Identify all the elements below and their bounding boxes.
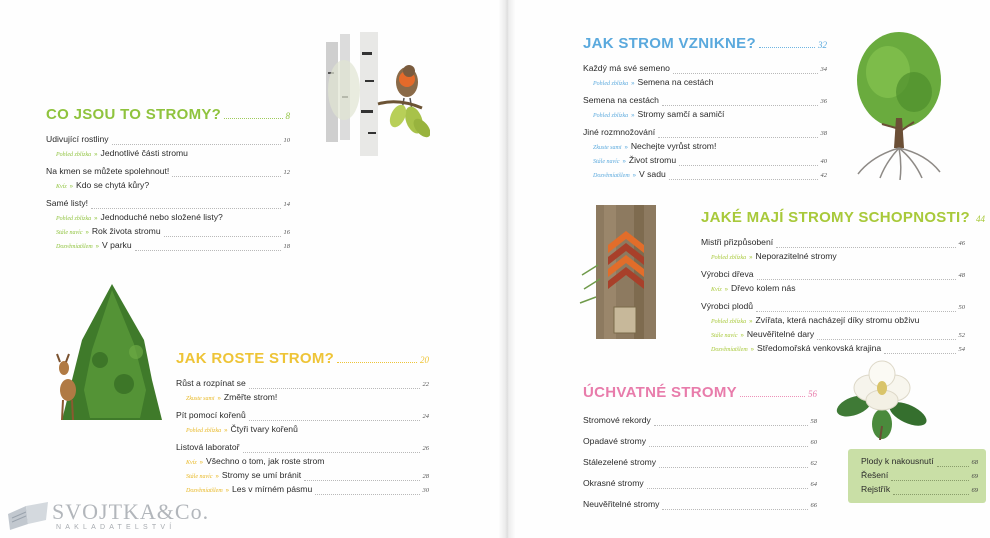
entry-page-number: 14 <box>283 201 290 208</box>
arrow-icon: » <box>199 460 204 466</box>
leader-dots <box>249 420 420 421</box>
toc-entry[interactable] <box>583 63 827 77</box>
entry-title: Neuvěřitelné dary <box>746 329 815 339</box>
leader-dots <box>776 247 955 248</box>
entry-category-label: Dozvěmíatšlem <box>56 244 93 250</box>
leader-dots <box>662 509 807 510</box>
entry-category-label: Kvíz <box>186 460 197 466</box>
entry-title: Změřte strom! <box>223 392 278 402</box>
section-heading[interactable] <box>583 35 827 52</box>
toc-entry[interactable] <box>701 269 965 283</box>
toc-entry[interactable] <box>701 301 965 315</box>
toc-entry[interactable] <box>583 127 827 141</box>
section-title: JAK ROSTE STROM? <box>176 350 335 367</box>
toc-entry[interactable] <box>583 499 817 513</box>
section-title: ÚCHVATNÉ STROMY <box>583 384 737 401</box>
entry-page-number: 54 <box>958 346 965 353</box>
entry-page-number: 69 <box>971 487 978 494</box>
entry-page-number: 60 <box>810 439 817 446</box>
publisher-logo <box>4 496 210 538</box>
entry-category-label: Zkuste sami <box>593 145 622 151</box>
leader-dots <box>304 480 419 481</box>
entry-page-number: 46 <box>958 240 965 247</box>
entry-page-number: 36 <box>820 98 827 105</box>
entry-category-label: Kvíz <box>711 287 722 293</box>
entry-title: Řešení <box>861 470 889 480</box>
toc-entry[interactable] <box>583 415 817 429</box>
arrow-icon: » <box>217 396 221 402</box>
section-page-number: 56 <box>808 389 817 399</box>
leader-dots <box>243 452 420 453</box>
arrow-icon: » <box>631 113 635 119</box>
entry-page-number: 10 <box>283 137 290 144</box>
toc-subentry[interactable] <box>583 155 827 169</box>
toc-subentry[interactable] <box>176 484 429 498</box>
toc-subentry[interactable] <box>583 109 827 123</box>
entry-title: Stromy samčí a samičí <box>637 109 725 119</box>
entry-title: Růst a rozpínat se <box>176 378 246 388</box>
leader-dots <box>135 250 281 251</box>
book-logo-icon <box>6 500 50 530</box>
entry-title: Každý má své semeno <box>583 63 670 73</box>
section-title: CO JSOU TO STROMY? <box>46 106 222 123</box>
entry-title: Výrobci dřeva <box>701 269 754 279</box>
entry-category-label: Stále navíc <box>186 474 213 480</box>
leader-dots <box>112 144 281 145</box>
toc-entry[interactable] <box>46 198 290 212</box>
leader-dots <box>759 47 815 48</box>
entry-page-number: 22 <box>422 381 429 388</box>
toc-subentry[interactable] <box>701 343 965 357</box>
book-gutter <box>498 0 516 538</box>
arrow-icon: » <box>94 152 98 158</box>
entry-category-label: Stále navíc <box>711 333 738 339</box>
toc-subentry[interactable] <box>46 240 290 254</box>
entry-title: Jednotlivé části stromu <box>100 148 188 158</box>
arrow-icon: » <box>95 244 100 250</box>
section-jak-roste-strom <box>176 350 429 498</box>
arrow-icon: » <box>224 428 228 434</box>
toc-subentry[interactable] <box>701 315 965 329</box>
entry-title: Život stromu <box>628 155 677 165</box>
leader-dots <box>649 446 807 447</box>
toc-entry[interactable] <box>46 134 290 148</box>
leader-dots <box>679 165 817 166</box>
entry-page-number: 34 <box>820 66 827 73</box>
arrow-icon: » <box>94 216 98 222</box>
arrow-icon: » <box>215 474 219 480</box>
publisher-subtitle: NAKLADATELSTVÍ <box>56 524 176 531</box>
entry-page-number: 18 <box>283 243 290 250</box>
entry-page-number: 50 <box>958 304 965 311</box>
entry-category-label: Pohled zblízka <box>711 319 747 325</box>
entry-title: V sadu <box>639 169 666 179</box>
arrow-icon: » <box>740 333 744 339</box>
entry-title: Neporazitelné stromy <box>755 251 837 261</box>
entry-page-number: 52 <box>958 332 965 339</box>
entry-category-label: Pohled zblízka <box>186 428 222 434</box>
entry-page-number: 66 <box>810 502 817 509</box>
leader-dots <box>673 73 818 74</box>
toc-entries <box>583 63 827 183</box>
leader-dots <box>740 396 805 397</box>
arrow-icon: » <box>624 145 628 151</box>
toc-entry[interactable] <box>176 410 429 424</box>
arrow-icon: » <box>631 81 635 87</box>
entry-category-label: Dozvěmíatšlem <box>711 347 748 353</box>
arrow-icon: » <box>724 287 729 293</box>
leader-dots <box>647 488 808 489</box>
entry-page-number: 28 <box>422 473 429 480</box>
arrow-icon: » <box>69 184 74 190</box>
entry-category-label: Zkuste sami <box>186 396 215 402</box>
entry-page-number: 64 <box>810 481 817 488</box>
toc-subentry[interactable] <box>46 148 290 162</box>
section-page-number: 20 <box>420 355 429 365</box>
entry-title: Stromy se umí bránit <box>221 470 302 480</box>
section-heading[interactable] <box>46 106 290 123</box>
toc-subentry[interactable] <box>46 212 290 226</box>
leader-dots <box>164 236 281 237</box>
toc-entry[interactable] <box>583 478 817 492</box>
toc-subentry[interactable] <box>701 329 965 343</box>
spruce-deer-illustration <box>52 280 168 428</box>
toc-entry[interactable] <box>46 166 290 180</box>
entry-category-label: Pohled zblízka <box>56 216 92 222</box>
toc-subentry[interactable] <box>46 180 290 194</box>
entry-page-number: 58 <box>810 418 817 425</box>
entry-page-number: 40 <box>820 158 827 165</box>
toc-subentry[interactable] <box>176 424 429 438</box>
section-co-jsou-to-stromy <box>46 106 290 254</box>
entry-title: Okrasné stromy <box>583 478 644 488</box>
toc-entry[interactable] <box>583 95 827 109</box>
oak-tree-illustration <box>852 28 946 180</box>
entry-title: V parku <box>102 240 132 250</box>
appendix-entry[interactable] <box>861 484 978 498</box>
entry-title: Nechejte vyrůst strom! <box>630 141 717 151</box>
appendix-box <box>848 449 986 503</box>
entry-category-label: Dozvěmíatšlem <box>186 488 223 494</box>
section-heading[interactable] <box>701 209 985 226</box>
arrow-icon: » <box>749 255 753 261</box>
birch-robin-illustration <box>318 32 430 158</box>
entry-title: Zvířata, která nacházejí díky stromu obživu <box>755 315 920 325</box>
arrow-icon: » <box>225 488 230 494</box>
leader-dots <box>817 339 955 340</box>
arrow-icon: » <box>632 173 637 179</box>
entry-title: Všechno o tom, jak roste strom <box>206 456 325 466</box>
entry-title: Listová laboratoř <box>176 442 240 452</box>
toc-subentry[interactable] <box>583 141 827 155</box>
leader-dots <box>669 179 818 180</box>
arrow-icon: » <box>622 159 626 165</box>
entry-title: Jiné rozmnožování <box>583 127 656 137</box>
toc-entry[interactable] <box>583 457 817 471</box>
toc-subentry[interactable] <box>583 77 827 91</box>
arrow-icon: » <box>749 319 753 325</box>
leader-dots <box>654 425 808 426</box>
entry-page-number: 69 <box>971 473 978 480</box>
toc-subentry[interactable] <box>176 470 429 484</box>
entry-title: Středomořská venkovská krajina <box>757 343 882 353</box>
toc-subentry[interactable] <box>176 456 429 470</box>
section-title: JAK STROM VZNIKNE? <box>583 35 756 52</box>
leader-dots <box>91 208 280 209</box>
bark-tapping-illustration <box>578 205 670 339</box>
toc-entry[interactable] <box>701 237 965 251</box>
entry-title: Stálezelené stromy <box>583 457 657 467</box>
entry-category-label: Stále navíc <box>593 159 620 165</box>
entry-title: Čtyři tvary kořenů <box>230 424 298 434</box>
leader-dots <box>224 118 282 119</box>
section-heading[interactable] <box>583 384 817 401</box>
entry-title: Udivující rostliny <box>46 134 109 144</box>
entry-title: Pít pomocí kořenů <box>176 410 246 420</box>
toc-entries <box>583 415 817 513</box>
leader-dots <box>658 137 817 138</box>
leader-dots <box>249 388 420 389</box>
leader-dots <box>659 467 807 468</box>
section-title: JAKÉ MAJÍ STROMY SCHOPNOSTI? <box>701 209 970 226</box>
section-page-number: 8 <box>285 111 290 121</box>
entry-title: Samé listy! <box>46 198 89 208</box>
toc-entry[interactable] <box>583 436 817 450</box>
toc-entry[interactable] <box>176 378 429 392</box>
arrow-icon: » <box>85 230 89 236</box>
leader-dots <box>937 466 969 467</box>
entry-page-number: 68 <box>971 459 978 466</box>
leader-dots <box>172 176 280 177</box>
entry-title: Dřevo kolem nás <box>731 283 796 293</box>
leader-dots <box>893 494 968 495</box>
toc-entries <box>46 134 290 254</box>
section-page-number: 32 <box>818 40 827 50</box>
leader-dots <box>756 311 955 312</box>
entry-page-number: 42 <box>820 172 827 179</box>
entry-category-label: Stále navíc <box>56 230 83 236</box>
toc-subentry[interactable] <box>701 283 965 297</box>
entry-category-label: Pohled zblízka <box>593 81 629 87</box>
publisher-name: SVOJTKA&Co. <box>52 499 210 524</box>
entry-title: Opadavé stromy <box>583 436 647 446</box>
entry-page-number: 38 <box>820 130 827 137</box>
entry-category-label: Dozvěmíatšlem <box>593 173 630 179</box>
toc-entries <box>701 237 965 357</box>
entry-title: Plody k nakousnutí <box>861 456 934 466</box>
appendix-entry[interactable] <box>861 456 978 470</box>
entry-page-number: 24 <box>422 413 429 420</box>
entry-title: Neuvěřitelné stromy <box>583 499 660 509</box>
arrow-icon: » <box>750 347 755 353</box>
entry-title: Semena na cestách <box>637 77 714 87</box>
leader-dots <box>662 105 818 106</box>
leader-dots <box>757 279 956 280</box>
entry-title: Výrobci plodů <box>701 301 754 311</box>
entry-category-label: Pohled zblízka <box>56 152 92 158</box>
toc-entry[interactable] <box>176 442 429 456</box>
toc-subentry[interactable] <box>46 226 290 240</box>
section-uchvatne-stromy <box>583 384 817 513</box>
leader-dots <box>884 353 955 354</box>
section-jake-maji-stromy-schopnosti <box>701 209 985 357</box>
entry-page-number: 48 <box>958 272 965 279</box>
entry-page-number: 62 <box>810 460 817 467</box>
entry-title: Kdo se chytá kůry? <box>76 180 150 190</box>
entry-page-number: 12 <box>283 169 290 176</box>
entry-title: Rejstřík <box>861 484 891 494</box>
entry-page-number: 30 <box>422 487 429 494</box>
entry-page-number: 16 <box>283 229 290 236</box>
entry-page-number: 26 <box>422 445 429 452</box>
section-page-number: 44 <box>976 214 985 224</box>
magnolia-flower-illustration <box>836 360 928 440</box>
entry-title: Jednoduché nebo složené listy? <box>100 212 223 222</box>
entry-category-label: Pohled zblízka <box>711 255 747 261</box>
leader-dots <box>337 362 417 363</box>
toc-entries <box>176 378 429 498</box>
entry-title: Na kmen se můžete spolehnout! <box>46 166 170 176</box>
appendix-entry[interactable] <box>861 470 978 484</box>
leader-dots <box>891 480 968 481</box>
leader-dots <box>315 494 419 495</box>
entry-title: Semena na cestách <box>583 95 659 105</box>
entry-category-label: Pohled zblízka <box>593 113 629 119</box>
section-jak-strom-vznikne <box>583 35 827 183</box>
toc-subentry[interactable] <box>701 251 965 265</box>
entry-title: Les v mírném pásmu <box>232 484 313 494</box>
toc-subentry[interactable] <box>176 392 429 406</box>
section-heading[interactable] <box>176 350 429 367</box>
entry-category-label: Kvíz <box>56 184 67 190</box>
toc-subentry[interactable] <box>583 169 827 183</box>
entry-title: Mistři přizpůsobení <box>701 237 774 247</box>
entry-title: Rok života stromu <box>91 226 161 236</box>
entry-title: Stromové rekordy <box>583 415 651 425</box>
